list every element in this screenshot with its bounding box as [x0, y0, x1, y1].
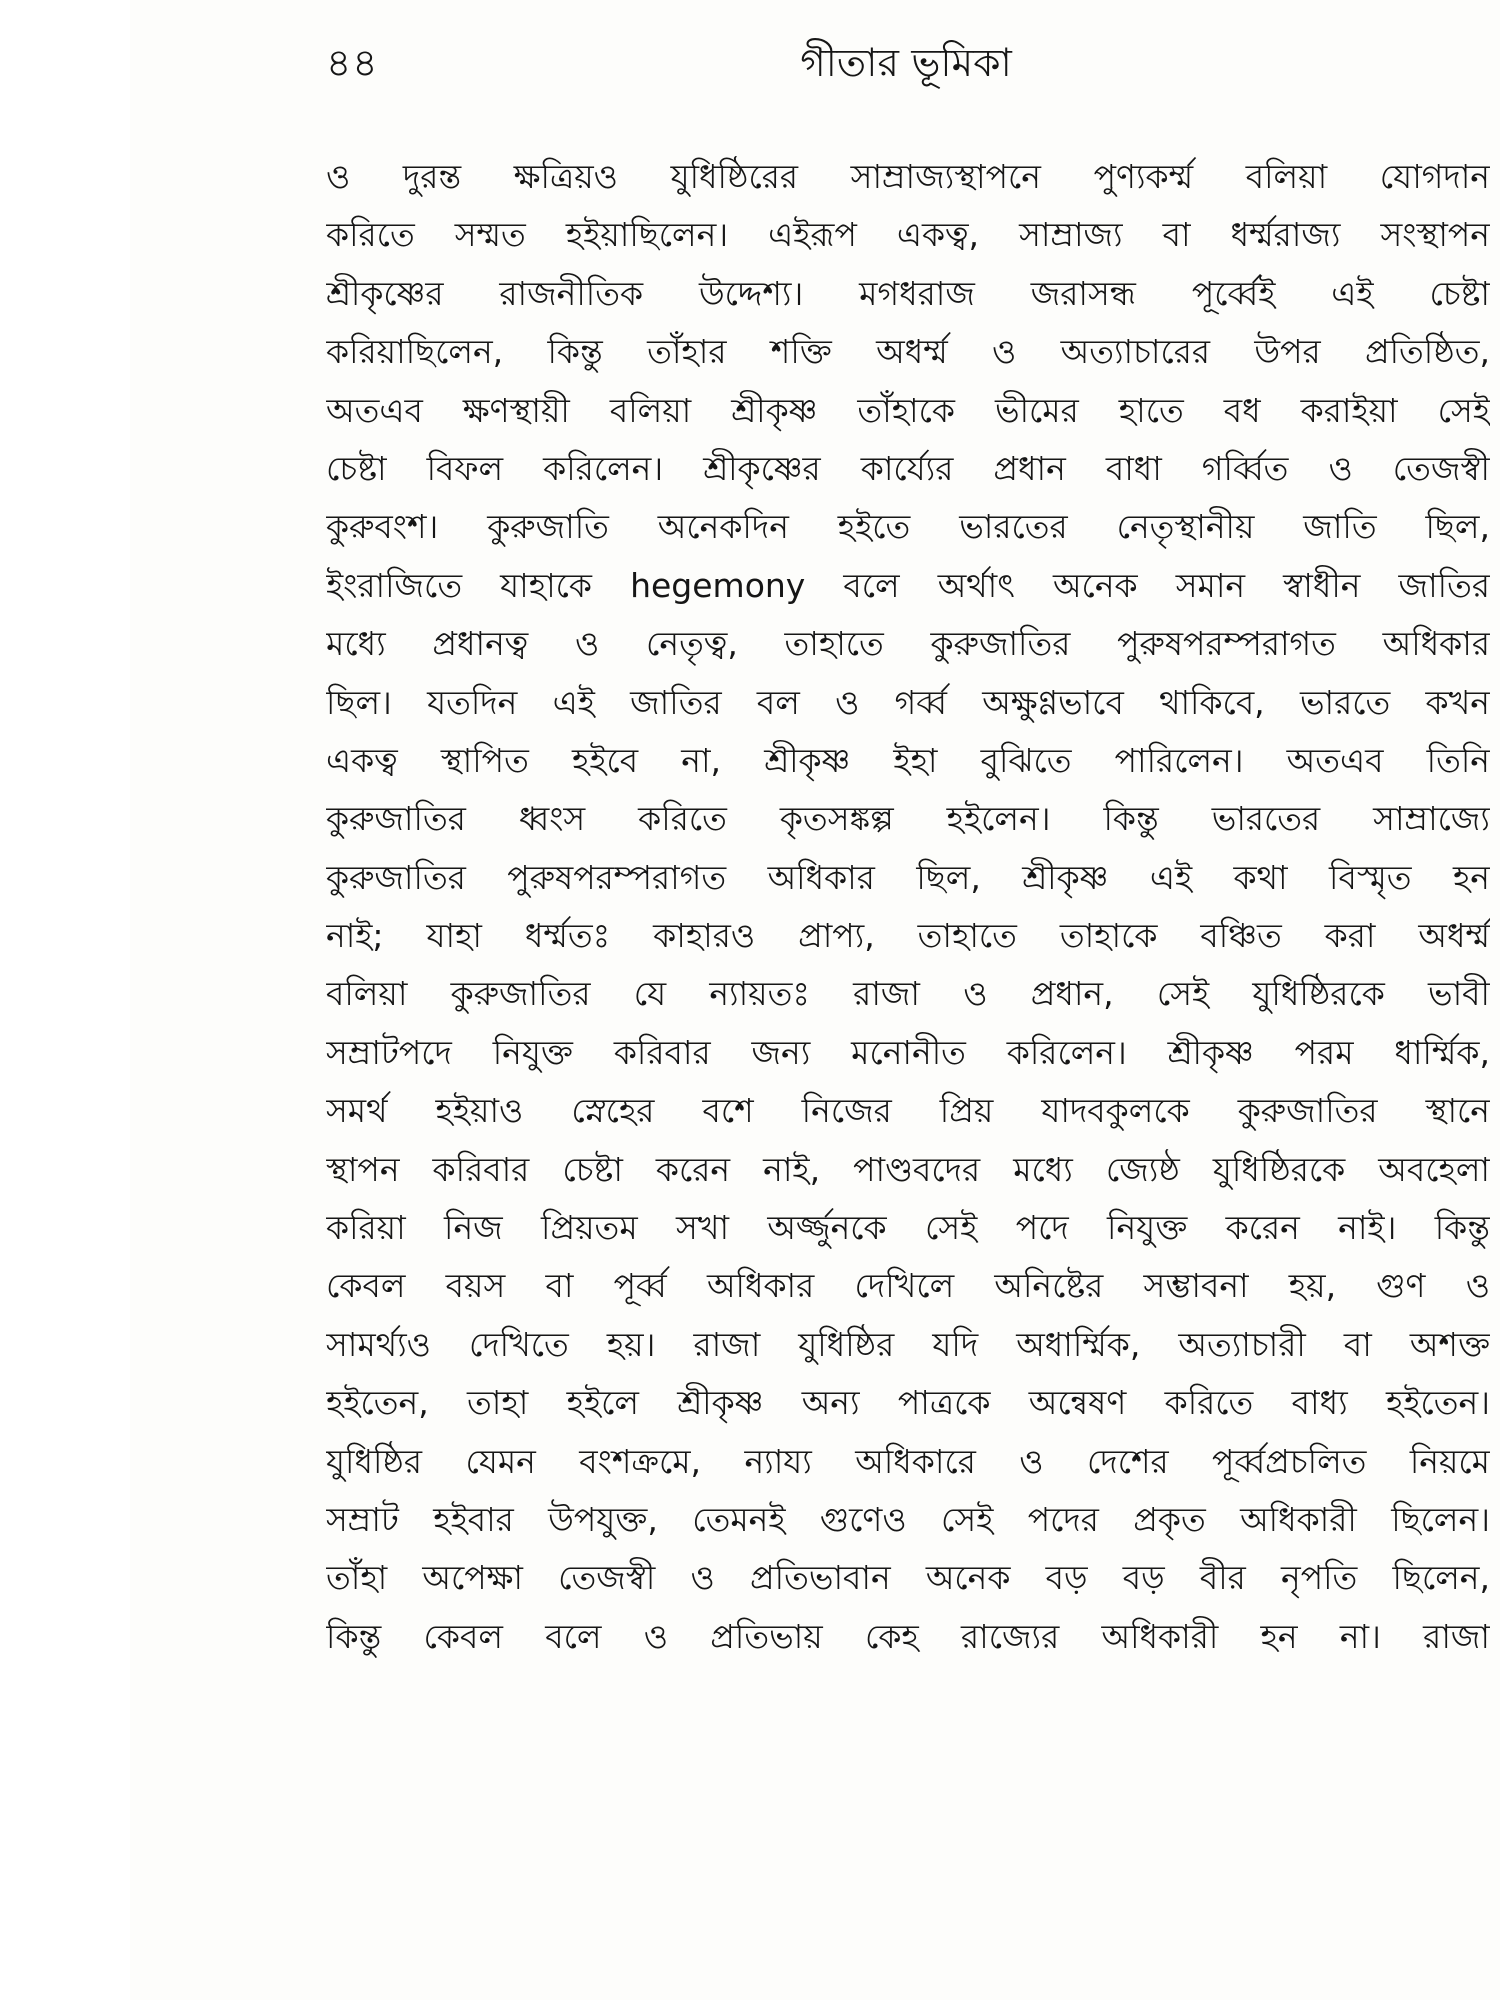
text-line: কিন্তু কেবল বলে ও প্রতিভায় কেহ রাজ্যের অধিকারী হন না। রাজা: [326, 1616, 1490, 1656]
page-number: ৪৪: [326, 41, 379, 86]
body-text: [326, 148, 1490, 1666]
text-line: ও দুরন্ত ক্ষত্রিয়ও যুধিষ্ঠিরের সাম্রাজ্যস্থাপনে পুণ্যকর্ম্ম বলিয়া যোগদান: [326, 157, 1490, 196]
text-line: সমর্থ হইয়াও স্নেহের বশে নিজের প্রিয় যাদবকুলকে কুরুজাতির স্থানে: [326, 1091, 1490, 1131]
text-line: করিতে সম্মত হইয়াছিলেন। এইরূপ একত্ব, সাম্রাজ্য বা ধর্ম্মরাজ্য সংস্থাপন: [326, 215, 1490, 255]
text-line: যুধিষ্ঠির যেমন বংশক্রমে, ন্যায্য অধিকারে ও দেশের পূর্ব্বপ্রচলিত নিয়মে: [326, 1441, 1490, 1481]
text-line: বলিয়া কুরুজাতির যে ন্যায়তঃ রাজা ও প্রধান, সেই যুধিষ্ঠিরকে ভাবী: [326, 974, 1490, 1014]
text-line: কেবল বয়স বা পূর্ব্ব অধিকার দেখিলে অনিষ্টের সম্ভাবনা হয়, গুণ ও: [326, 1266, 1490, 1306]
text-line: সম্রাট হইবার উপযুক্ত, তেমনই গুণেও সেই পদের প্রকৃত অধিকারী ছিলেন।: [326, 1499, 1490, 1539]
text-line: করিয়াছিলেন, কিন্তু তাঁহার শক্তি অধর্ম্ম ও অত্যাচারের উপর প্রতিষ্ঠিত,: [326, 332, 1490, 372]
text-line: একত্ব স্থাপিত হইবে না, শ্রীকৃষ্ণ ইহা বুঝিতে পারিলেন। অতএব তিনি: [326, 740, 1490, 780]
book-title: গীতার ভূমিকা: [800, 41, 1012, 86]
text-line: সামর্থ্যও দেখিতে হয়। রাজা যুধিষ্ঠির যদি অধার্ম্মিক, অত্যাচারী বা অশক্ত: [326, 1324, 1490, 1364]
text-line: সম্রাটপদে নিযুক্ত করিবার জন্য মনোনীত করিলেন। শ্রীকৃষ্ণ পরম ধার্ম্মিক,: [326, 1032, 1490, 1072]
text-line: স্থাপন করিবার চেষ্টা করেন নাই, পাণ্ডবদের মধ্যে জ্যেষ্ঠ যুধিষ্ঠিরকে অবহেলা: [326, 1149, 1490, 1189]
text-line: অতএব ক্ষণস্থায়ী বলিয়া শ্রীকৃষ্ণ তাঁহাকে ভীমের হাতে বধ করাইয়া সেই: [326, 390, 1490, 430]
text-line: হইতেন, তাহা হইলে শ্রীকৃষ্ণ অন্য পাত্রকে অন্বেষণ করিতে বাধ্য হইতেন।: [326, 1383, 1490, 1423]
text-line: নাই; যাহা ধর্ম্মতঃ কাহারও প্রাপ্য, তাহাতে তাহাকে বঞ্চিত করা অধর্ম্ম: [326, 916, 1490, 956]
text-line: কুরুবংশ। কুরুজাতি অনেকদিন হইতে ভারতের নেতৃস্থানীয় জাতি ছিল,: [326, 507, 1490, 547]
text-line: তাঁহা অপেক্ষা তেজস্বী ও প্রতিভাবান অনেক বড় বড় বীর নৃপতি ছিলেন,: [326, 1558, 1490, 1598]
text-line: ছিল। যতদিন এই জাতির বল ও গর্ব্ব অক্ষুণ্ণভাবে থাকিবে, ভারতে কখন: [326, 682, 1490, 722]
text-line: কুরুজাতির ধ্বংস করিতে কৃতসঙ্কল্প হইলেন। কিন্তু ভারতের সাম্রাজ্যে: [326, 799, 1490, 839]
running-head: [326, 36, 1490, 92]
text-line: ইংরাজিতে যাহাকে hegemony বলে অর্থাৎ অনেক সমান স্বাধীন জাতির: [326, 565, 1490, 605]
text-line: করিয়া নিজ প্রিয়তম সখা অর্জ্জুনকে সেই পদে নিযুক্ত করেন নাই। কিন্তু: [326, 1208, 1490, 1248]
text-line: কুরুজাতির পুরুষপরম্পরাগত অধিকার ছিল, শ্রীকৃষ্ণ এই কথা বিস্মৃত হন: [326, 857, 1490, 897]
text-line: শ্রীকৃষ্ণের রাজনীতিক উদ্দেশ্য। মগধরাজ জরাসন্ধ পূর্ব্বেই এই চেষ্টা: [326, 273, 1490, 313]
text-line: চেষ্টা বিফল করিলেন। শ্রীকৃষ্ণের কার্য্যের প্রধান বাধা গর্ব্বিত ও তেজস্বী: [326, 448, 1490, 488]
book-page: [130, 0, 1500, 2000]
text-line: মধ্যে প্রধানত্ব ও নেতৃত্ব, তাহাতে কুরুজাতির পুরুষপরম্পরাগত অধিকার: [326, 624, 1490, 664]
